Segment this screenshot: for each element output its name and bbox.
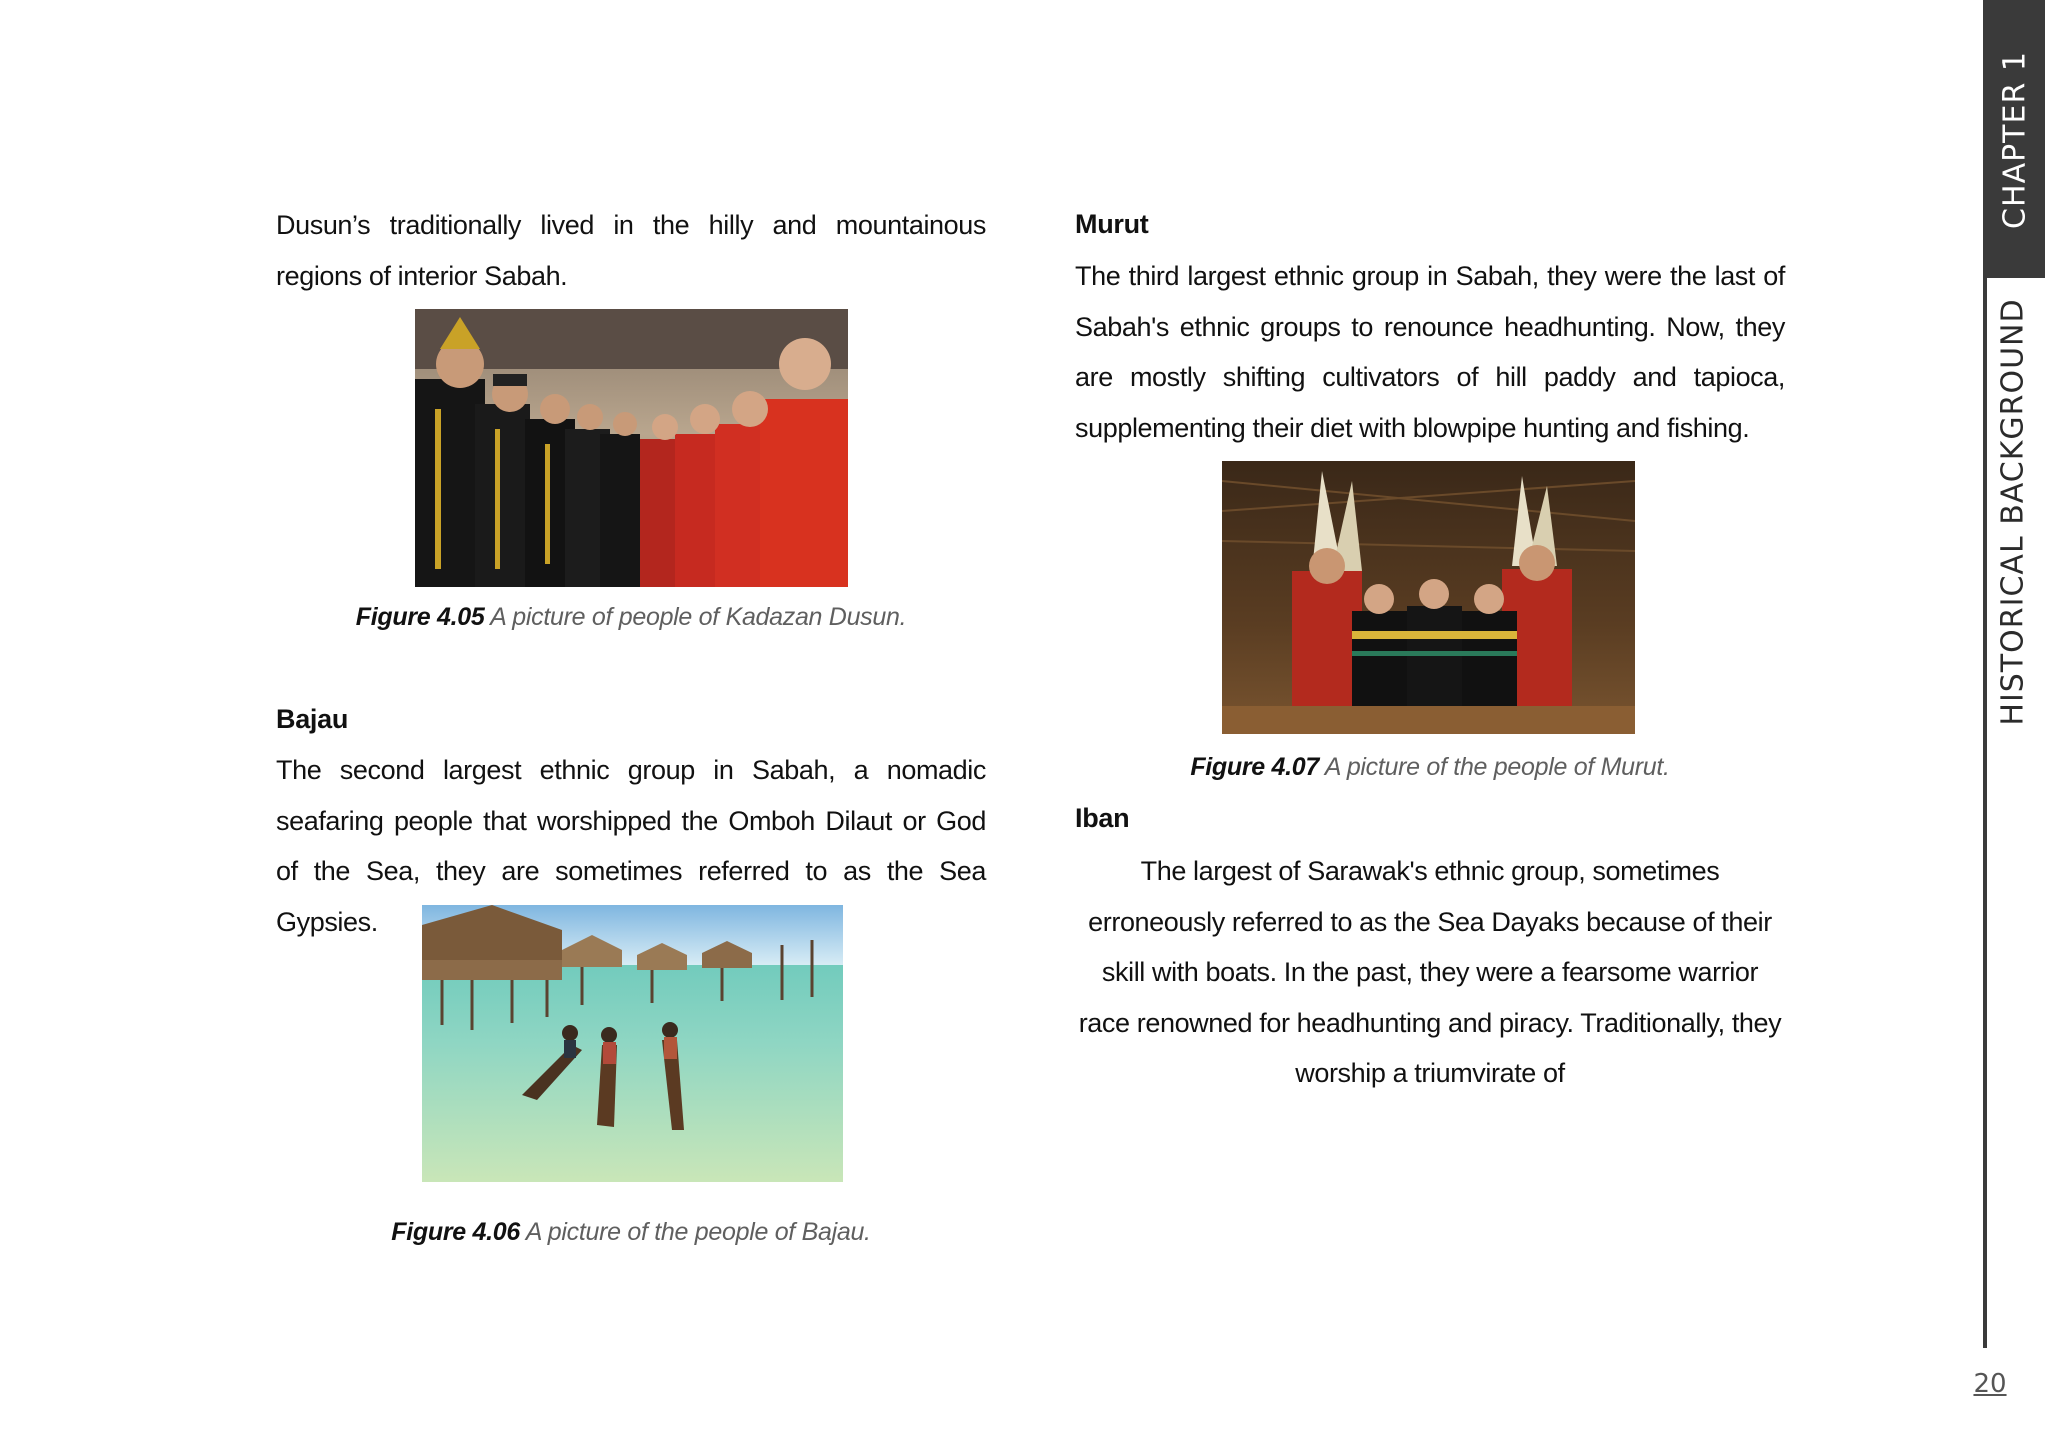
- section-label: HISTORICAL BACKGROUND: [1995, 298, 2031, 726]
- intro-paragraph: Dusun’s traditionally lived in the hilly and mountainous regions of interior Sabah.: [276, 210, 986, 291]
- murut-paragraph: The third largest ethnic group in Sabah, they were the last of Sabah's ethnic groups to renounce headhunting. Now, they are mostly shifting cultivators of hill paddy and tapioca, supplementing their diet with blowpipe hunting and fishing.: [1075, 261, 1785, 443]
- bajau-paragraph: The second largest ethnic group in Sabah, a nomadic seafaring people that worshipped the Omboh Dilaut or God of the Sea, they are sometimes referred to as the Sea Gypsies.: [276, 755, 986, 937]
- kadazan-dusun-photo: [415, 309, 848, 587]
- figure-4-05-caption: [276, 603, 986, 632]
- figure-label: Figure 4.06: [391, 1218, 520, 1246]
- bajau-photo: [422, 905, 843, 1182]
- page-number: 20: [1973, 1369, 2007, 1399]
- figure-caption-text: A picture of the people of Bajau.: [520, 1218, 871, 1246]
- bajau-heading: Bajau: [276, 704, 349, 734]
- iban-paragraph: The largest of Sarawak's ethnic group, sometimes erroneously referred to as the Sea Dayaks because of their skill with boats. In the past, they were a fearsome warrior race renowned for headhunting and piracy. Traditionally, they worship a triumvirate of: [1078, 856, 1782, 1088]
- iban-heading: Iban: [1075, 803, 1130, 833]
- figure-label: Figure 4.05: [355, 603, 485, 631]
- figure-label: Figure 4.07: [1190, 753, 1320, 781]
- figure-caption-text: A picture of the people of Murut.: [1319, 753, 1670, 781]
- murut-photo: [1222, 461, 1635, 734]
- figure-4-06-caption: [276, 1218, 986, 1247]
- figure-4-07-caption: [1075, 753, 1785, 782]
- figure-caption-text: A picture of people of Kadazan Dusun.: [484, 603, 907, 631]
- murut-heading: Murut: [1075, 209, 1149, 239]
- chapter-label: CHAPTER 1: [1997, 51, 2033, 229]
